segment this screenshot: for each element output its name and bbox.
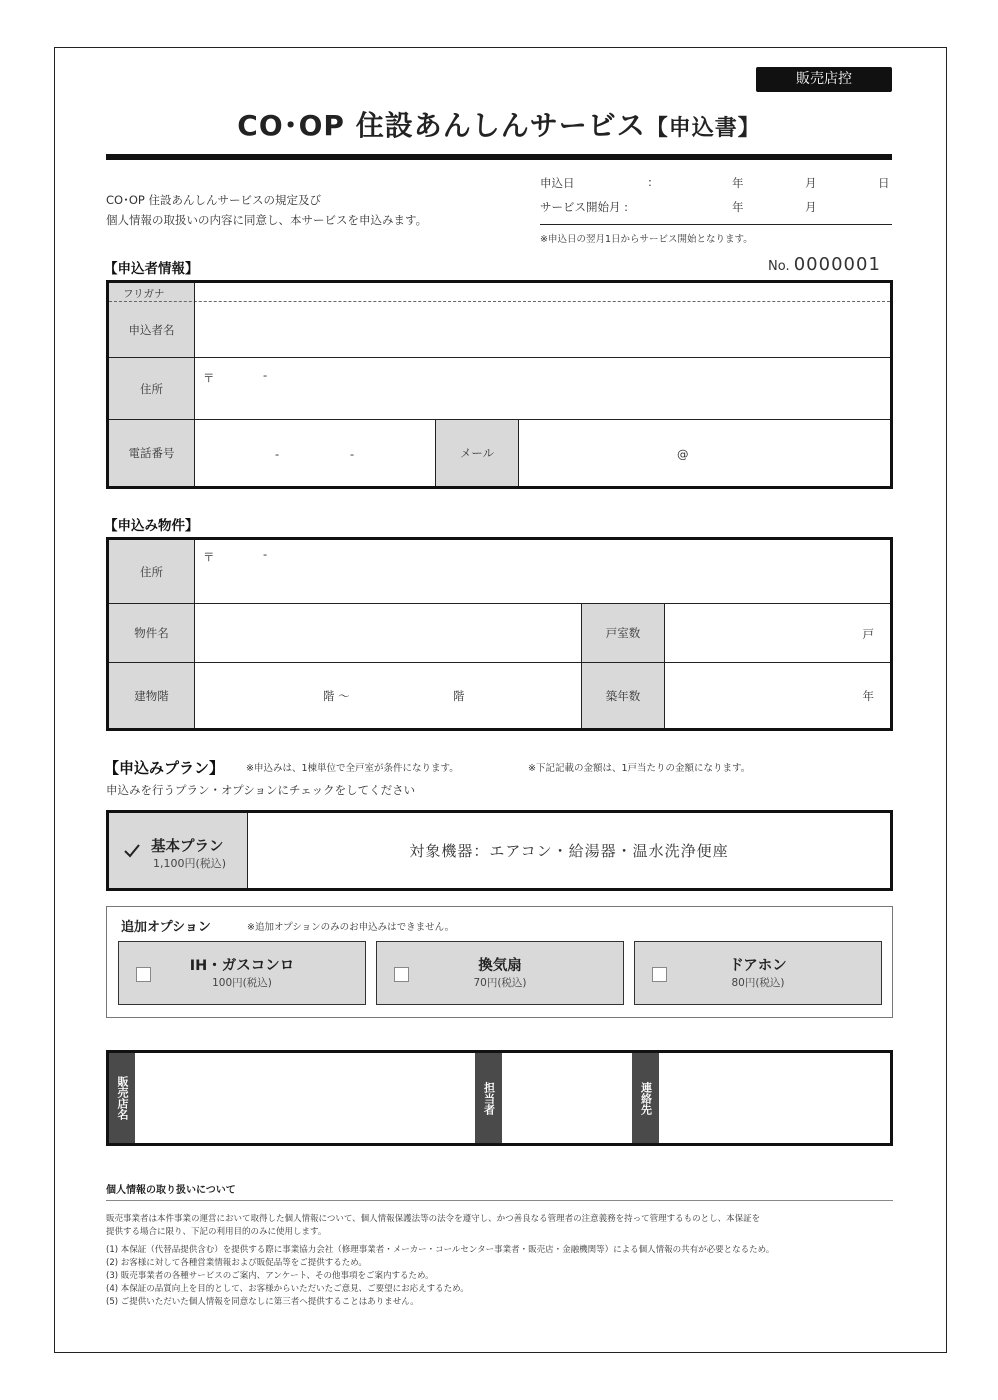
property-name-field[interactable] <box>195 604 581 662</box>
options-heading: 追加オプション <box>121 920 211 935</box>
basic-plan-cell[interactable] <box>109 813 247 888</box>
privacy-heading: 個人情報の取り扱いについて <box>106 1185 236 1196</box>
person-label: 担当者 <box>475 1053 502 1143</box>
privacy-intro-1: 販売事業者は本件事業の運営において取得した個人情報について、個人情報保護法等の法令を遵守し、かつ善良なる管理者の注意義務を持って管理するものとし、本保証を <box>106 1214 761 1224</box>
apply-year-label: 年 <box>732 176 744 190</box>
consent-line-1: CO･OP 住設あんしんサービスの規定及び <box>106 193 321 207</box>
contact-label: 連絡先 <box>632 1053 659 1143</box>
option-door-phone[interactable] <box>634 941 882 1005</box>
plan-instruction: 申込みを行うプラン・オプションにチェックをしてください <box>106 783 416 797</box>
phone-hyphen-1: - <box>275 447 280 461</box>
option-name: IH・ガスコンロ <box>189 958 295 974</box>
title-rule <box>106 154 892 160</box>
phone-hyphen-2: - <box>350 447 355 461</box>
floor-label: 建物階 <box>134 688 169 703</box>
age-suffix: 年 <box>862 689 874 703</box>
shop-name-label: 販売店名 <box>109 1053 135 1143</box>
floor-field[interactable] <box>195 663 581 728</box>
title-bracket: 【申込書】 <box>645 116 761 141</box>
privacy-item: (5) ご提供いただいた個人情報を同意なしに第三者へ提供することはありません。 <box>106 1297 419 1307</box>
option-name: 換気扇 <box>478 958 522 974</box>
plan-note-2: ※下記記載の金額は、1戸当たりの金額になります。 <box>528 763 751 774</box>
option-ih-stove[interactable] <box>118 941 366 1005</box>
phone-label: 電話番号 <box>128 446 175 460</box>
applicant-address-field[interactable] <box>195 358 890 419</box>
applicant-name-field[interactable] <box>195 302 890 357</box>
store-copy-badge: 販売店控 <box>756 67 892 92</box>
dates-rule <box>540 224 892 225</box>
title-main: CO･OP 住設あんしんサービス <box>237 109 646 142</box>
privacy-rule <box>106 1200 893 1201</box>
privacy-item: (4) 本保証の品質向上を目的として、お客様からいただいたご意見、ご要望にお応えするため。 <box>106 1284 469 1294</box>
at-mark: @ <box>677 447 689 461</box>
mail-field[interactable] <box>519 420 890 486</box>
start-month-unit: 月 <box>805 200 817 214</box>
floor-to: 階 <box>453 689 465 703</box>
property-name-label: 物件名 <box>134 626 169 640</box>
serial-no-value: 0000001 <box>793 254 881 275</box>
label-divider <box>194 283 195 486</box>
mail-label: メール <box>436 420 518 486</box>
applicant-heading: 【申込者情報】 <box>104 261 199 277</box>
age-label: 築年数 <box>582 663 664 728</box>
apply-date-label: 申込日 <box>540 176 575 190</box>
person-field[interactable] <box>502 1053 632 1143</box>
plan-note-1: ※申込みは、1棟単位で全戸室が条件になります。 <box>246 763 459 774</box>
postal-mark: 〒 <box>203 550 215 564</box>
property-address-field[interactable] <box>195 540 890 603</box>
furigana-label: フリガナ <box>123 288 165 300</box>
serial-no-label: No. <box>768 259 790 274</box>
plan-heading: 【申込みプラン】 <box>104 759 225 777</box>
privacy-item: (2) お客様に対して各種営業情報および販促品等をご提供するため。 <box>106 1258 367 1268</box>
start-month-label: サービス開始月 : <box>540 200 629 214</box>
applicant-address-label: 住所 <box>140 381 163 396</box>
postal-mark: 〒 <box>203 371 215 385</box>
contact-field[interactable] <box>659 1053 890 1143</box>
consent-line-2: 個人情報の取扱いの内容に同意し、本サービスを申込みます。 <box>106 213 428 227</box>
apply-month-label: 月 <box>805 176 817 190</box>
postal-hyphen: - <box>263 368 268 382</box>
property-address-label: 住所 <box>140 564 163 579</box>
option-price: 80円(税込) <box>731 977 785 989</box>
option-price: 100円(税込) <box>212 977 272 989</box>
privacy-item: (1) 本保証（代替品提供含む）を提供する際に事業協力会社（修理事業者・メーカー・コールセンター事業者・販売店・金融機関等）による個人情報の共有が必要となるため。 <box>106 1245 775 1255</box>
unit-suffix: 戸 <box>862 627 874 641</box>
basic-plan-price: 1,100円(税込) <box>153 857 227 870</box>
phone-field[interactable] <box>195 420 435 486</box>
floor-from: 階 ～ <box>323 689 350 703</box>
age-field[interactable] <box>665 663 890 728</box>
postal-hyphen: - <box>263 547 268 561</box>
options-note: ※追加オプションのみのお申込みはできません。 <box>247 922 455 933</box>
store-table <box>106 1050 893 1146</box>
form-title <box>106 104 892 144</box>
start-year-label: 年 <box>732 200 744 214</box>
option-name: ドアホン <box>729 958 787 974</box>
apply-date-colon: : <box>648 175 652 189</box>
start-note: ※申込日の翌月1日からサービス開始となります。 <box>540 234 753 245</box>
serial-number <box>768 254 881 275</box>
shop-name-field[interactable] <box>135 1053 475 1143</box>
units-label: 戸室数 <box>582 604 664 662</box>
basic-plan-box <box>106 810 893 891</box>
option-ventilation-fan[interactable] <box>376 941 624 1005</box>
applicant-table <box>106 280 893 489</box>
applicant-name-label: 申込者名 <box>128 322 175 337</box>
covered-devices: 対象機器：エアコン・給湯器・温水洗浄便座 <box>409 842 729 860</box>
apply-day-label: 日 <box>878 176 890 190</box>
basic-plan-name: 基本プラン <box>151 839 224 855</box>
option-price: 70円(税込) <box>473 977 527 989</box>
units-field[interactable] <box>665 604 890 662</box>
privacy-item: (3) 販売事業者の各種サービスのご案内、アンケート、その他事項をご案内するため。 <box>106 1271 434 1281</box>
property-heading: 【申込み物件】 <box>104 518 199 534</box>
privacy-intro-2: 提供する場合に限り、下記の利用目的のみに使用します。 <box>106 1227 327 1237</box>
check-icon <box>123 843 141 859</box>
property-table <box>106 537 893 731</box>
